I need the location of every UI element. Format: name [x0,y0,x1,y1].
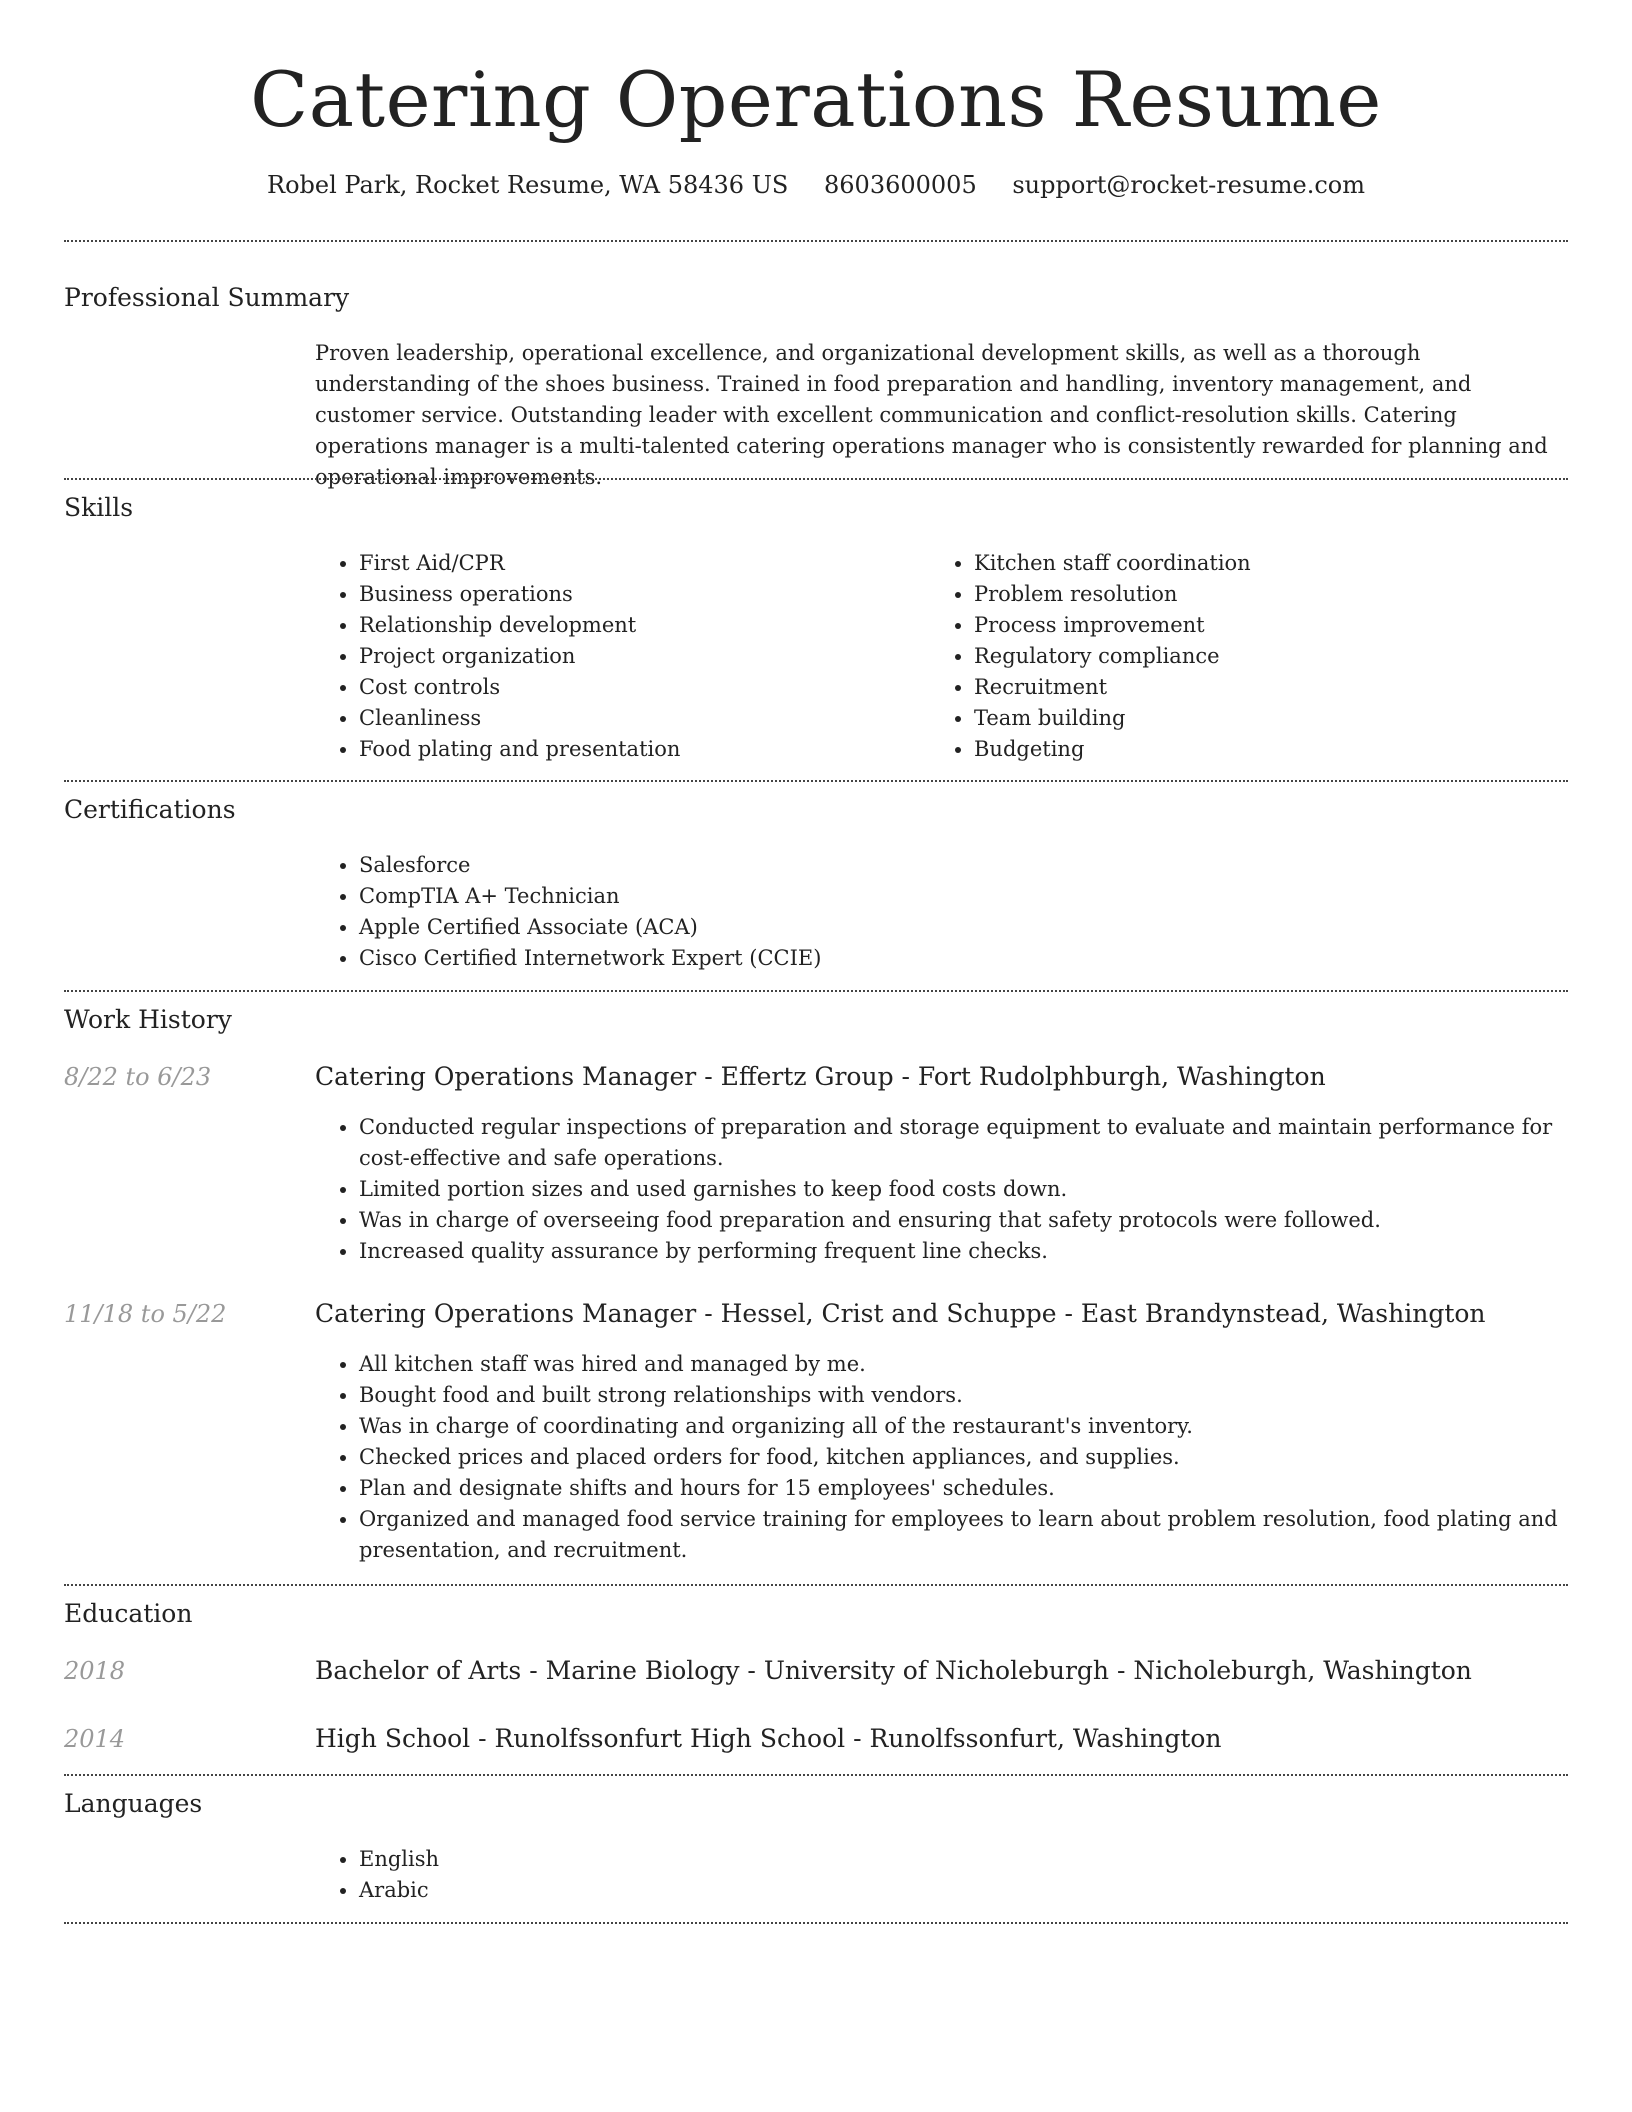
education-details: Runolfssonfurt High School - Runolfssonfurt, Washington [494,1724,1222,1753]
education-entry: High School - Runolfssonfurt High School - Runolfssonfurt, Washington [315,1724,1222,1753]
certifications-list [315,850,1559,974]
languages-heading: Languages [64,1789,203,1818]
section-divider [64,990,1568,992]
list-item: • Was in charge of coordinating and organizing all of the restaurant's inventory. [359,1411,1589,1442]
list-item: • Conducted regular inspections of preparation and storage equipment to evaluate and maintain performance for cost-effective and safe operations. [359,1112,1589,1174]
list-item: • Increased quality assurance by performing frequent line checks. [359,1236,1589,1267]
job-dates: 11/18 to 5/22 [64,1300,227,1328]
list-item: • Project organization [359,641,919,672]
section-divider [64,1774,1568,1776]
list-item: • English [359,1844,1559,1875]
summary-heading: Professional Summary [64,283,350,312]
list-item: • Plan and designate shifts and hours for 15 employees' schedules. [359,1473,1589,1504]
skills-list-left [315,548,919,765]
job-details: Effertz Group - Fort Rudolphburgh, Washington [720,1062,1326,1091]
education-year: 2014 [64,1725,126,1753]
certifications-heading: Certifications [64,795,236,824]
list-item: • Process improvement [974,610,1574,641]
section-divider [64,240,1568,242]
list-item: • Limited portion sizes and used garnishes to keep food costs down. [359,1174,1589,1205]
job-heading: Catering Operations Manager - Effertz Group - Fort Rudolphburgh, Washington [315,1062,1326,1091]
education-degree: Bachelor of Arts - Marine Biology [315,1656,740,1685]
list-item: • Arabic [359,1875,1559,1906]
list-item: • Bought food and built strong relationships with vendors. [359,1380,1589,1411]
education-details: University of Nicholeburgh - Nicholeburgh, Washington [763,1656,1472,1685]
list-item: • Cost controls [359,672,919,703]
list-item: • Recruitment [974,672,1574,703]
contact-line [0,168,1632,202]
list-item: • Relationship development [359,610,919,641]
list-item: • Organized and managed food service training for employees to learn about problem resolution, food plating and presentation, and recruitment. [359,1504,1589,1566]
list-item: • Cisco Certified Internetwork Expert (CCIE) [359,943,1559,974]
resume-title: Catering Operations Resume [250,55,1382,144]
contact-address: Robel Park, Rocket Resume, WA 58436 US [267,171,789,199]
job-heading: Catering Operations Manager - Hessel, Crist and Schuppe - East Brandynstead, Washington [315,1299,1486,1328]
list-item: • All kitchen staff was hired and managed by me. [359,1349,1589,1380]
list-item: • Checked prices and placed orders for food, kitchen appliances, and supplies. [359,1442,1589,1473]
list-item: • Regulatory compliance [974,641,1574,672]
section-divider [64,478,1568,480]
list-item: • Kitchen staff coordination [974,548,1574,579]
job-bullets [315,1112,1589,1267]
job-title: Catering Operations Manager [315,1299,697,1328]
list-item: • Salesforce [359,850,1559,881]
job-dates: 8/22 to 6/23 [64,1063,212,1091]
job-bullets [315,1349,1589,1566]
list-item: • Team building [974,703,1574,734]
contact-email: support@rocket-resume.com [1012,171,1365,199]
work-history-heading: Work History [64,1005,232,1034]
list-item: • Problem resolution [974,579,1574,610]
job-details: Hessel, Crist and Schuppe - East Brandynstead, Washington [720,1299,1486,1328]
list-item: • Business operations [359,579,919,610]
education-degree: High School [315,1724,471,1753]
section-divider [64,1584,1568,1586]
skills-heading: Skills [64,493,134,522]
section-divider [64,1922,1568,1924]
list-item: • Budgeting [974,734,1574,765]
list-item: • Food plating and presentation [359,734,919,765]
education-entry: Bachelor of Arts - Marine Biology - University of Nicholeburgh - Nicholeburgh, Washington [315,1656,1472,1685]
languages-list [315,1844,1559,1906]
list-item: • Was in charge of overseeing food preparation and ensuring that safety protocols were followed. [359,1205,1589,1236]
list-item: • CompTIA A+ Technician [359,881,1559,912]
section-divider [64,780,1568,782]
skills-list-right [930,548,1574,765]
list-item: • Cleanliness [359,703,919,734]
summary-text: Proven leadership, operational excellence, and organizational development skills, as well as a thorough understanding of the shoes business. Trained in food preparation and handling, inventory management, and customer service. Outstanding leader with excellent communication and conflict-resolution skills. Catering operations manager is a multi-talented catering operations manager who is consistently rewarded for planning and operational improvements. [315,341,1548,489]
contact-phone: 8603600005 [824,171,977,199]
list-item: • Apple Certified Associate (ACA) [359,912,1559,943]
education-heading: Education [64,1599,193,1628]
education-year: 2018 [64,1657,126,1685]
list-item: • First Aid/CPR [359,548,919,579]
job-title: Catering Operations Manager [315,1062,697,1091]
